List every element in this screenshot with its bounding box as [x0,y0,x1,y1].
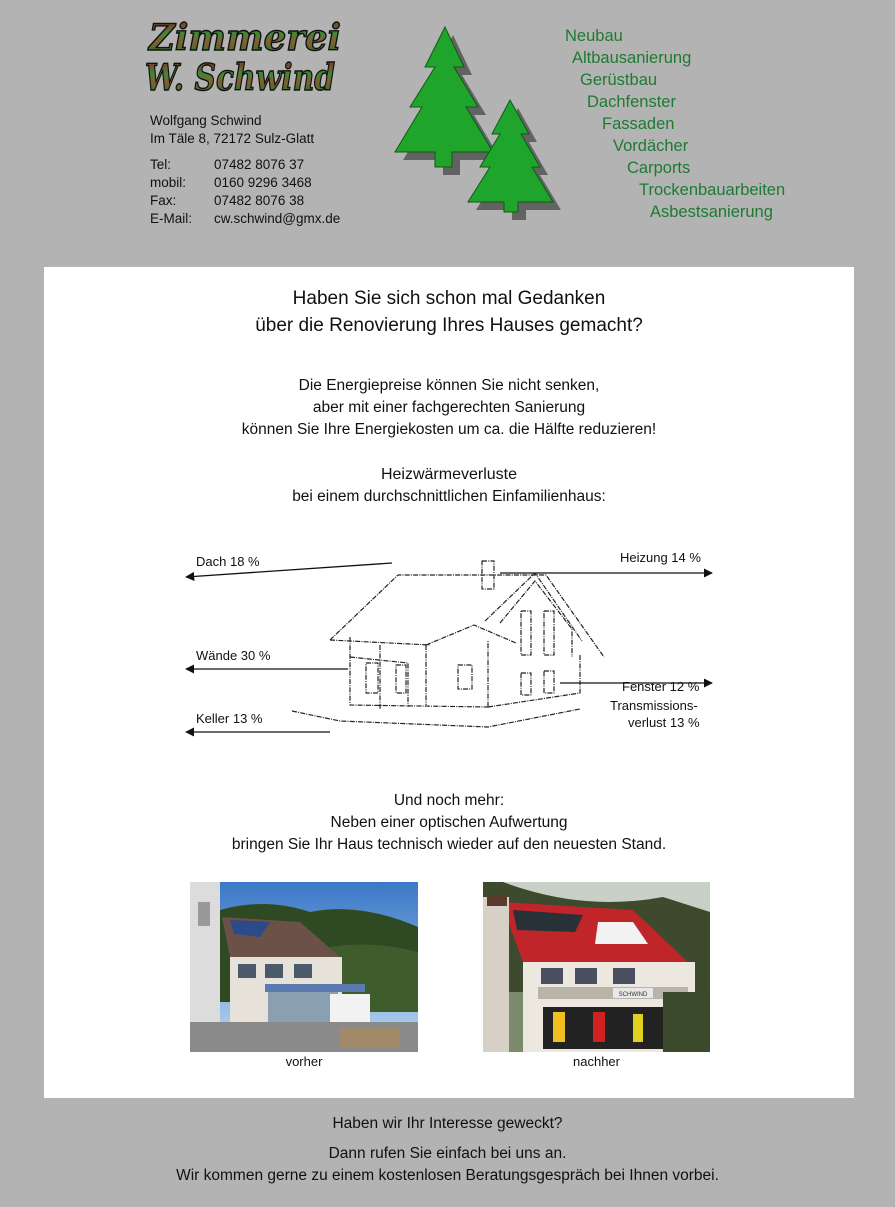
service-item: Vordächer [613,137,689,155]
content-panel [44,267,854,1098]
email-address[interactable]: cw.schwind@gmx.de [214,211,341,226]
photo-after [483,882,710,1052]
headline-line: Haben Sie sich schon mal Gedanken [292,288,606,309]
closing-line: Und noch mehr: [393,792,505,809]
contact-block [150,112,340,228]
contact-row-email [150,210,340,228]
heat-loss-subtitle: bei einem durchschnittlichen Einfamilienhaus: [292,488,606,505]
intro-line: aber mit einer fachgerechten Sanierung [312,399,586,416]
service-item: Gerüstbau [580,71,658,89]
service-item: Dachfenster [587,93,676,111]
contact-row-mobile [150,174,340,192]
service-item: Altbausanierung [572,49,692,67]
service-item: Fassaden [602,115,675,133]
label-transmission-1: Transmissions- [610,698,698,713]
caption-before: vorher [285,1054,323,1069]
intro-line: Die Energiepreise können Sie nicht senken, [298,377,600,394]
service-item: Carports [627,159,691,177]
label-roof: Dach 18 % [196,554,260,569]
footer-question: Haben wir Ihr Interesse geweckt? [332,1115,563,1132]
caption-after: nachher [573,1054,620,1069]
contact-label: mobil: [150,175,187,190]
contact-label: Fax: [150,193,177,208]
heat-loss-heading [44,464,854,508]
phone-number: 07482 8076 37 [214,157,305,172]
contact-row-tel [150,156,340,174]
service-item: Neubau [565,27,623,45]
heat-loss-title: Heizwärmeverluste [380,466,518,483]
contact-label: E-Mail: [150,211,193,226]
label-windows: Fenster 12 % [622,679,700,694]
closing-line: Neben einer optischen Aufwertung [330,814,568,831]
intro-line: können Sie Ihre Energiekosten um ca. die Hälfte reduzieren! [241,421,657,438]
label-basement: Keller 13 % [196,711,263,726]
contact-name: Wolfgang Schwind [150,113,262,128]
contact-label: Tel: [150,157,172,172]
headline [44,285,854,339]
label-walls: Wände 30 % [196,648,271,663]
headline-line: über die Renovierung Ihres Hauses gemacht? [255,315,643,336]
mobile-number: 0160 9296 3468 [214,175,312,190]
label-transmission-2: verlust 13 % [628,715,700,730]
footer-line-1: Dann rufen Sie einfach bei uns an. [328,1145,567,1162]
contact-row-fax [150,192,340,210]
logo-line-2: W. Schwind [145,57,335,99]
closing-text [44,790,854,856]
footer-line-2: Wir kommen gerne zu einem kostenlosen Beratungsgespräch bei Ihnen vorbei. [176,1167,719,1184]
photo-before [190,882,418,1052]
label-heating: Heizung 14 % [620,550,701,565]
heat-loss-diagram [180,545,720,750]
contact-address: Im Täle 8, 72172 Sulz-Glatt [150,131,315,146]
service-item: Asbestsanierung [650,203,773,221]
intro-text [44,375,854,441]
service-item: Trockenbauarbeiten [639,181,786,199]
fir-trees-icon [390,22,560,217]
fax-number: 07482 8076 38 [214,193,305,208]
logo-line-1: Zimmerei [147,17,341,59]
closing-line: bringen Sie Ihr Haus technisch wieder auf den neuesten Stand. [231,836,667,853]
shop-sign: SCHWIND [618,992,648,998]
company-logo [143,14,348,99]
